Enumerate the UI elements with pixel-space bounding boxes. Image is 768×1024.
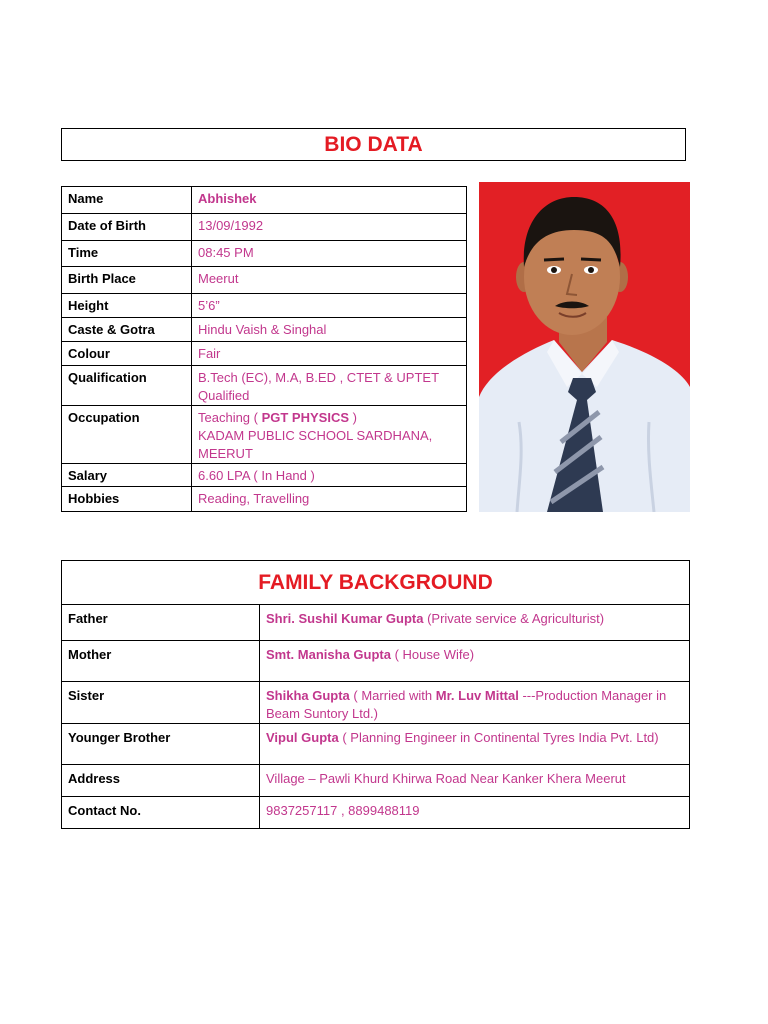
value-hobbies: Reading, Travelling xyxy=(192,487,467,512)
label-name: Name xyxy=(62,187,192,214)
label-dob: Date of Birth xyxy=(62,214,192,241)
table-row xyxy=(62,214,467,241)
label-birth-place: Birth Place xyxy=(62,267,192,294)
table-row xyxy=(62,487,467,512)
value-time: 08:45 PM xyxy=(192,241,467,267)
value-occupation xyxy=(192,406,467,464)
sister-detail-2: ---Production Manager in Beam Suntory Ltd.) xyxy=(266,688,667,721)
table-row xyxy=(62,561,690,605)
brother-detail: ( Planning Engineer in Continental Tyres India Pvt. Ltd) xyxy=(338,730,659,745)
sister-detail-1: ( Married with xyxy=(349,688,436,703)
table-row xyxy=(62,318,467,342)
table-row xyxy=(62,765,690,797)
value-colour: Fair xyxy=(192,342,467,366)
label-mother: Mother xyxy=(62,641,260,682)
value-brother xyxy=(260,724,690,765)
label-sister: Sister xyxy=(62,682,260,724)
value-mother xyxy=(260,641,690,682)
page-title: BIO DATA xyxy=(324,132,423,156)
table-row xyxy=(62,187,467,214)
occupation-suffix: ) xyxy=(349,410,357,425)
bio-table xyxy=(61,186,467,512)
value-name: Abhishek xyxy=(192,187,467,214)
occupation-prefix: Teaching ( xyxy=(198,410,262,425)
value-father xyxy=(260,605,690,641)
label-height: Height xyxy=(62,294,192,318)
table-row xyxy=(62,342,467,366)
table-row xyxy=(62,267,467,294)
profile-photo xyxy=(479,182,690,512)
value-qualification: B.Tech (EC), M.A, B.ED , CTET & UPTET Qualified xyxy=(192,366,467,406)
table-row xyxy=(62,797,690,829)
person-portrait-icon xyxy=(479,182,690,512)
value-caste: Hindu Vaish & Singhal xyxy=(192,318,467,342)
label-address: Address xyxy=(62,765,260,797)
value-sister xyxy=(260,682,690,724)
family-table xyxy=(61,560,690,829)
label-time: Time xyxy=(62,241,192,267)
father-detail: (Private service & Agriculturist) xyxy=(423,611,605,626)
brother-name: Vipul Gupta xyxy=(266,730,339,745)
table-row xyxy=(62,241,467,267)
table-row xyxy=(62,605,690,641)
label-colour: Colour xyxy=(62,342,192,366)
table-row xyxy=(62,294,467,318)
family-heading: FAMILY BACKGROUND xyxy=(62,561,690,605)
mother-detail: ( House Wife) xyxy=(390,647,475,662)
occupation-subject: PGT PHYSICS xyxy=(261,410,350,425)
value-dob: 13/09/1992 xyxy=(192,214,467,241)
label-brother: Younger Brother xyxy=(62,724,260,765)
title-box xyxy=(61,128,686,161)
value-salary: 6.60 LPA ( In Hand ) xyxy=(192,464,467,487)
table-row xyxy=(62,464,467,487)
table-row xyxy=(62,366,467,406)
mother-name: Smt. Manisha Gupta xyxy=(266,647,391,662)
label-salary: Salary xyxy=(62,464,192,487)
value-height: 5’6” xyxy=(192,294,467,318)
value-birth-place: Meerut xyxy=(192,267,467,294)
father-name: Shri. Sushil Kumar Gupta xyxy=(266,611,424,626)
occupation-school: KADAM PUBLIC SCHOOL SARDHANA, MEERUT xyxy=(198,428,433,461)
label-father: Father xyxy=(62,605,260,641)
label-caste: Caste & Gotra xyxy=(62,318,192,342)
sister-spouse: Mr. Luv Mittal xyxy=(435,688,519,703)
label-occupation: Occupation xyxy=(62,406,192,464)
table-row xyxy=(62,406,467,464)
label-contact: Contact No. xyxy=(62,797,260,829)
table-row xyxy=(62,682,690,724)
value-address: Village – Pawli Khurd Khirwa Road Near Kanker Khera Meerut xyxy=(260,765,690,797)
table-row xyxy=(62,641,690,682)
label-qualification: Qualification xyxy=(62,366,192,406)
table-row xyxy=(62,724,690,765)
sister-name: Shikha Gupta xyxy=(266,688,350,703)
value-contact: 9837257117 , 8899488119 xyxy=(260,797,690,829)
label-hobbies: Hobbies xyxy=(62,487,192,512)
